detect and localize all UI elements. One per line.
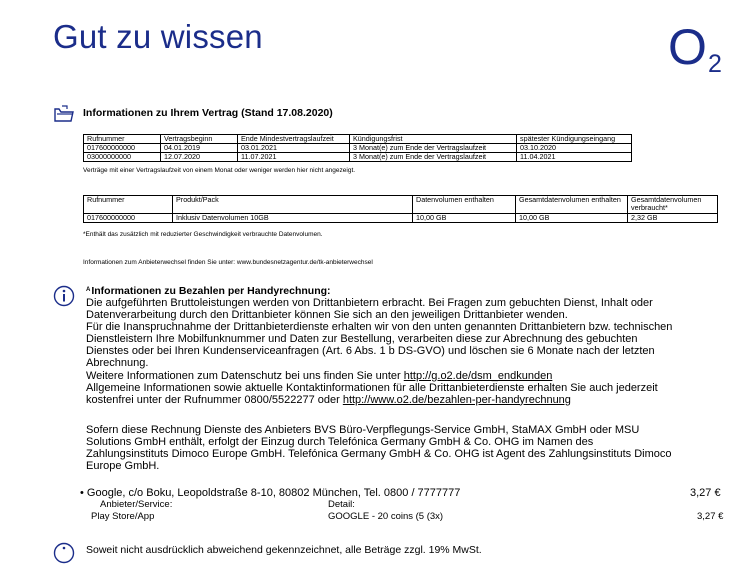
info-paragraph: Die aufgeführten Bruttoleistungen werden von Drittanbietern erbracht. Bei Fragen zum gebuchten Dienst, Inhalt oder Datenverarbeitung durch den Drittanbieter können Sie sich an den jeweiligen Drittanbieter wenden. Für die Inanspruchnahme der Drittanbieterdienste erhalten wir von den unten genannten Drittanbietern bzw. technischen Dienstleistern Ihre Mobilfunknummer und Daten zur Bestellung, verarbeiten diese zur Abrechnung des gebuchten Dienstes oder bei Ihren Kundenserviceanfragen (Art. 6 Abs. 1 b DS-GVO) und löschen sie 6 Monate nach der letzten Abrechnung. Weitere Informationen zum Datenschutz bei uns finden Sie unter http://g.o2.de/dsm_endkunden Allgemeine Informationen sowie aktuelle Kontaktinformationen für alle Drittanbieterdienste erhalten Sie auch jederzeit kostenfrei unter der Rufnummer 0800/5522277 oder http://www.o2.de/bezahlen-per-handyrechnung	[86, 297, 673, 406]
table-header-cell: Produkt/Pack	[173, 196, 413, 214]
table-row	[84, 153, 632, 162]
table-cell: 3 Monat(e) zum Ende der Vertragslaufzeit	[350, 153, 517, 162]
table-cell: 017600000000	[84, 214, 173, 223]
table-cell: 03.10.2020	[517, 144, 632, 153]
contract-heading: Informationen zu Ihrem Vertrag (Stand 17.08.2020)	[83, 107, 333, 119]
table-header-cell: Rufnummer	[84, 196, 173, 214]
info-icon	[53, 285, 75, 307]
info-icon	[53, 542, 75, 564]
table-cell: Inklusiv Datenvolumen 10GB	[173, 214, 413, 223]
table-header-row	[84, 196, 718, 214]
detail-label: Detail:	[328, 499, 355, 510]
detail-value: GOOGLE - 20 coins (5 (3x)	[328, 511, 444, 522]
table-cell: 03000000000	[84, 153, 161, 162]
service-value: Play Store/App	[91, 511, 155, 522]
provider-total: 3,27 €	[690, 487, 721, 499]
folder-icon	[53, 105, 75, 123]
table-cell: 10,00 GB	[413, 214, 516, 223]
table-cell: 3 Monat(e) zum Ende der Vertragslaufzeit	[350, 144, 517, 153]
provider-switch-note: Informationen zum Anbieterwechsel finden Sie unter: www.bundesnetzagentur.de/tk-anbieterwechsel	[83, 259, 373, 266]
vat-note: Soweit nicht ausdrücklich abweichend gekennzeichnet, alle Beträge zzgl. 19% MwSt.	[86, 544, 482, 556]
table-row	[84, 214, 718, 223]
table-cell: 11.04.2021	[517, 153, 632, 162]
table-cell: 03.01.2021	[238, 144, 350, 153]
table-header-cell: Datenvolumen enthalten	[413, 196, 516, 214]
table-cell: 017600000000	[84, 144, 161, 153]
item-amount: 3,27 €	[697, 511, 724, 522]
table-cell: 2,32 GB	[628, 214, 718, 223]
table-cell: 11.07.2021	[238, 153, 350, 162]
table-cell: 10,00 GB	[516, 214, 628, 223]
o2-logo: O 2	[668, 19, 722, 78]
table-cell: 12.07.2020	[161, 153, 238, 162]
dimoco-paragraph: Sofern diese Rechnung Dienste des Anbieters BVS Büro-Verpflegungs-Service GmbH, StaMAX GmbH oder MSU Solutions GmbH enthält, erfolgt der Einzug durch Telefónica Germany GmbH & Co. OHG im Namen des Zahlungsinstituts Dimoco Europe GmbH. Telefónica Germany GmbH & Co. OHG ist Agent des Zahlungsinstituts Dimoco Europe GmbH.	[86, 424, 672, 473]
table-header-cell: Gesamtdatenvolumen verbraucht*	[628, 196, 718, 214]
table-header-cell: spätester Kündigungseingang	[517, 135, 632, 144]
contract-note: Verträge mit einer Vertragslaufzeit von einem Monat oder weniger werden hier nicht angezeigt.	[83, 167, 356, 174]
table-header-cell: Ende Mindestvertragslaufzeit	[238, 135, 350, 144]
table-header-cell: Gesamtdatenvolumen enthalten	[516, 196, 628, 214]
contract-terms-table	[83, 134, 632, 162]
privacy-link[interactable]: http://g.o2.de/dsm_endkunden	[403, 369, 553, 382]
service-label: Anbieter/Service:	[100, 499, 173, 510]
data-volume-table	[83, 195, 718, 223]
info-heading: $^A$Informationen zu Bezahlen per Handyrechnung:	[86, 285, 331, 297]
data-volume-note: *Enthält das zusätzlich mit reduzierter Geschwindigkeit verbrauchte Datenvolumen.	[83, 231, 323, 238]
table-header-cell: Rufnummer	[84, 135, 161, 144]
table-cell: 04.01.2019	[161, 144, 238, 153]
provider-line: • Google, c/o Boku, Leopoldstraße 8-10, 80802 München, Tel. 0800 / 7777777	[80, 487, 461, 499]
page-title: Gut zu wissen	[53, 18, 263, 55]
handy-billing-link[interactable]: http://www.o2.de/bezahlen-per-handyrechnung	[342, 393, 571, 406]
table-header-cell: Vertragsbeginn	[161, 135, 238, 144]
table-header-cell: Kündigungsfrist	[350, 135, 517, 144]
